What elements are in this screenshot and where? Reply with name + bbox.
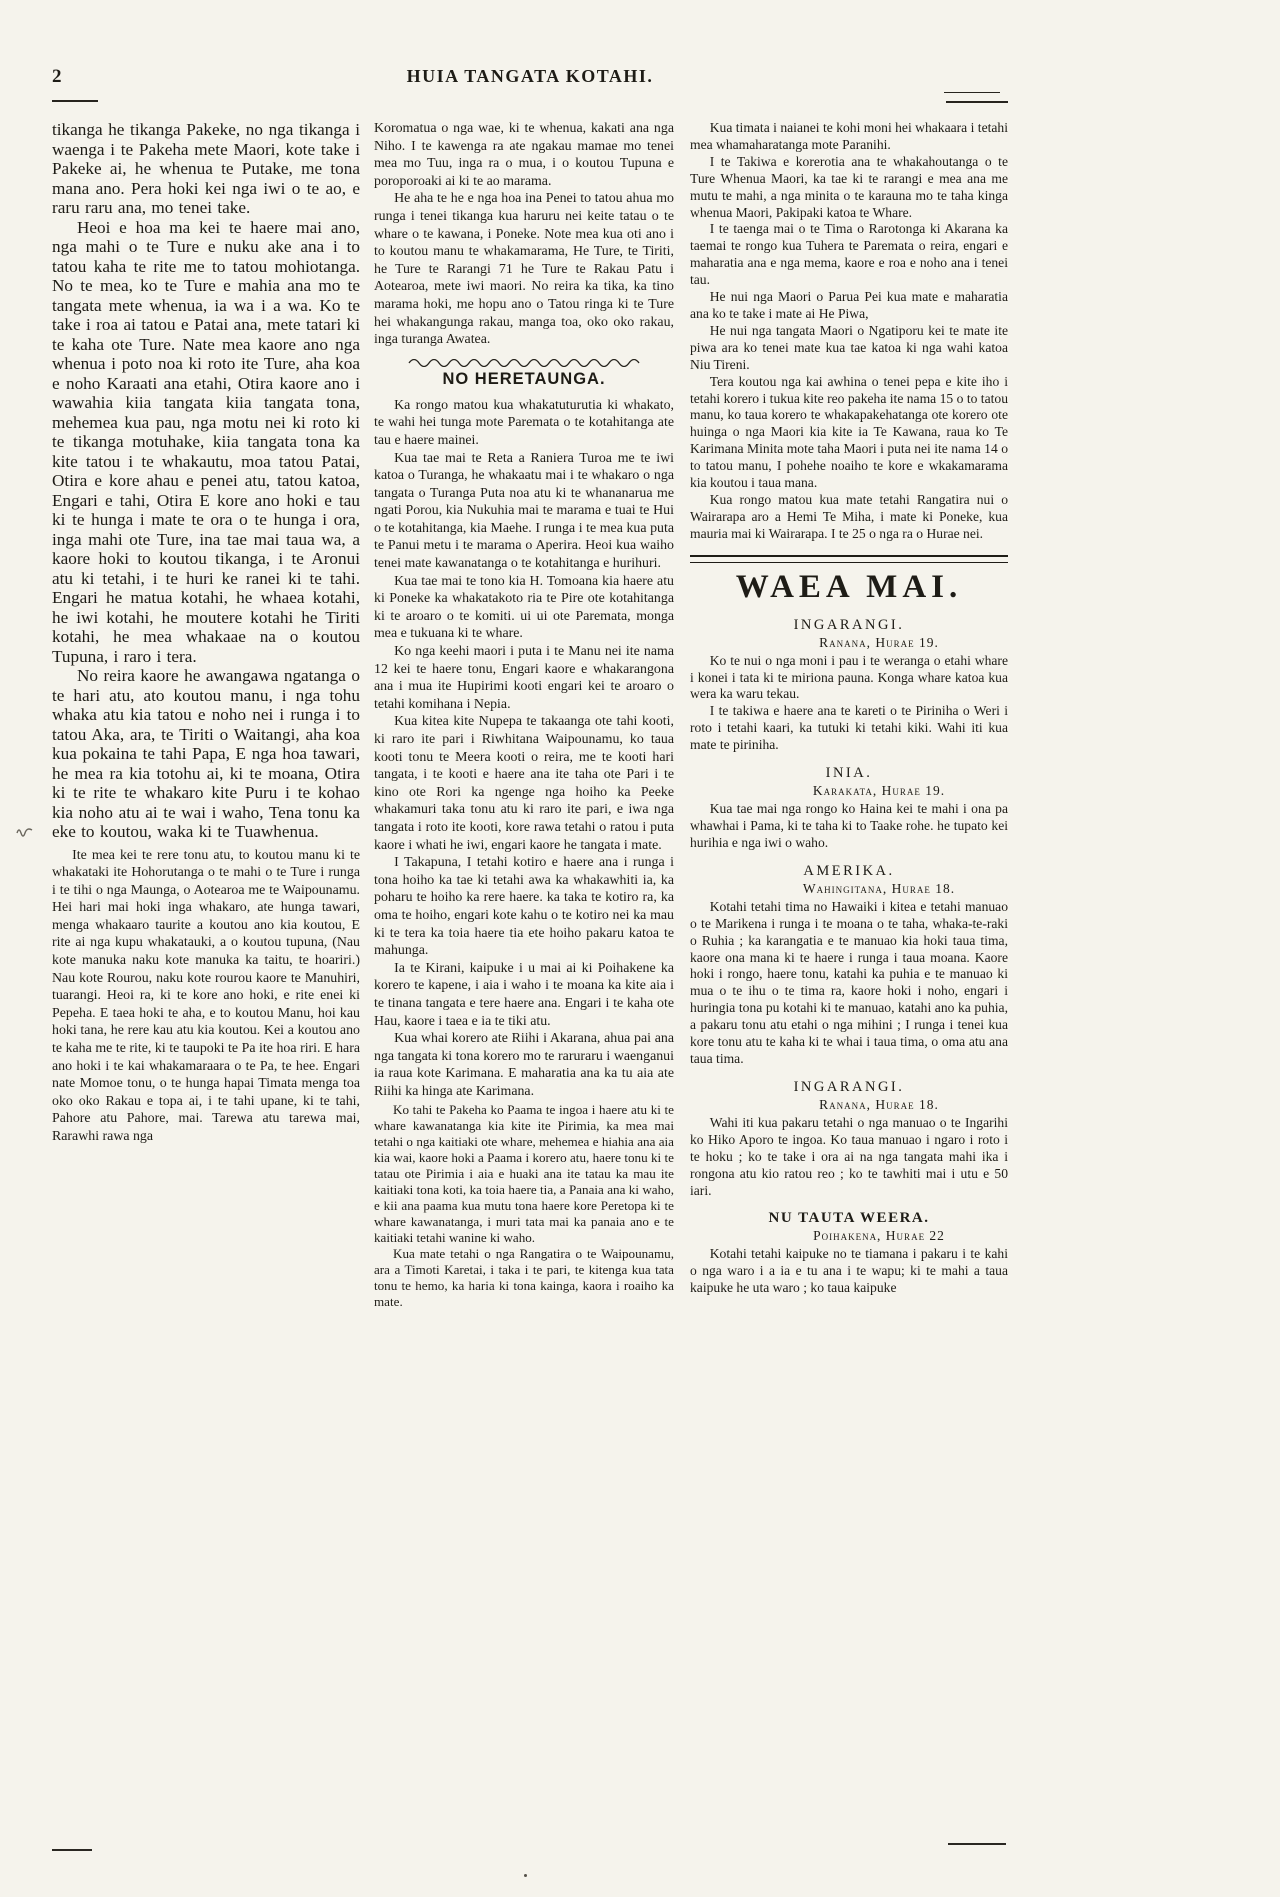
wire-section-nu-tauta-weera <box>690 1210 1008 1297</box>
double-rule <box>690 555 1008 563</box>
column-left <box>52 120 360 1146</box>
dateline: Karakata, Hurae 19. <box>812 783 946 799</box>
bottom-rule-right <box>948 1843 1006 1845</box>
article-heading-heretaunga: NO HERETAUNGA. <box>442 369 606 388</box>
section-body <box>690 1246 1008 1297</box>
paragraph: Kotahi tetahi kaipuke no te tiamana i pakaru i te kahi o nga waro i a ia e tu ana i te wapu; ki te mahi a taua kaipuke he uta waro ; ko taua kaipuke <box>690 1246 1008 1296</box>
paragraph: Kua tae mai te tono kia H. Tomoana kia haere atu ki Poneke ka whakatakoto ria te Pire ote kotahitanga ki te aroaro o te komiti. ui ui ote Paremata, monga mea e tukuana ki te whare. <box>374 573 674 642</box>
paragraph: I Takapuna, I tetahi kotiro e haere ana i runga i tona hoiho ka tae ki tetahi awa ka whakawhiti ia, ka poharu te hoiho ka rere haere. ka taka te kotiro ra, ka oma te hoiho, engari kote kahu o te kotiro nei ka mau ki te tera ka toia haere tia ete hoiho pakaru katoa te mahunga. <box>374 855 674 959</box>
wavy-rule <box>408 359 640 367</box>
dateline: Ranana, Hurae 19. <box>819 634 939 650</box>
col3-body-top <box>690 120 1008 543</box>
wire-section-inia <box>690 765 1008 852</box>
column-right <box>690 120 1008 1297</box>
wire-section-ingarangi-1 <box>690 617 1008 754</box>
paragraph: He nui nga Maori o Parua Pei kua mate e maharatia ana ko te take i mate ai He Piwa, <box>690 289 1008 321</box>
section-heading: NU TAUTA WEERA. <box>768 1210 930 1227</box>
paragraph: Ko nga keehi maori i puta i te Manu nei ite nama 12 kei te haere tonu, Engari kaore e whakarangona ana i mua ite Hupirimi kooti engari kei te aroaro o tetahi komihana i Nepia. <box>374 644 674 712</box>
paragraph: Tera koutou nga kai awhina o tenei pepa e kite iho i tetahi korero i tukua kite reo pakeha ite nama 15 o to tatou manu, ko taua korero te whakapakehatanga ote korero ote huinga o nga Maori kia kite ia Te Kawana, raua ko Te Karimana Minita mote taha Maori i puta nei ite nama 14 o to tatou manu, I pohehe noaiho te kore e wkakamarama kia koutou i taua mana. <box>690 373 1008 491</box>
dateline: Wahingitana, Hurae 18. <box>802 880 956 896</box>
paragraph: I te taenga mai o te Tima o Rarotonga ki Akarana ka taemai te rongo kua Tuhera te Paremata o reira, engari e maharatia ana e nga mema, kaore e roa e noho ana i tenei tau. <box>690 221 1008 288</box>
section-body <box>690 899 1008 1068</box>
paragraph: He nui nga tangata Maori o Ngatiporu kei te mate ite piwa ara ko tenei mate kua tae katoa ki nga wahi katoa Niu Tireni. <box>690 322 1008 372</box>
section-body <box>690 801 1008 852</box>
paragraph: Ia te Kirani, kaipuke i u mai ai ki Poihakene ka korero te kapene, i aia i waho i te moana ka kite aia i te tinana tangata e tere haere ana. Engari i te kaha ote Hau, kaore i taea e ia te tiki atu. <box>374 960 674 1029</box>
col1-body-small <box>52 847 360 1146</box>
section-body <box>690 1115 1008 1200</box>
section-heading: INGARANGI. <box>793 616 905 633</box>
dateline: Poihakena, Hurae 22 <box>813 1228 945 1244</box>
paragraph: Ite mea kei te rere tonu atu, to koutou manu ki te whakataki ite Hohorutanga o te mahi o te Ture i runga i te tihi o nga Maunga, o Aotearoa me te Waipounamu. Hei hari mai hoki inga whakaro, ate hunga tawari, menga whakaaro taurite a koutou ano kia koutou, E rite ai nga kupu whakatauki, a o koutou tupuna, (Nau kote manuka naku kote manuka ka taitu, te hoariri.) Nau kote Rourou, naku kote rourou kaore te Manuhiri, tuarangi. Heoi ra, ki te kore ano hoki, e rite enei ki Pepeha. E taea hoki te aha, e to koutou Manu, hoi kau hoki tana, he rere kau atu kia koutou. Kei a koutou ano te kaha me te rite, ki te taupoki te Pa ite hoa riri. E hara ano hoki i te kai whakamaraara o te Pa, te hee. Engari nate Momoe tonu, o te hunga hapai Timata menga toa oko oko Rakau e topa ai, i te tahi upane, ki te tahi, Pahore atu Pahore, mai. Tarewa atu tarewa mai, Rarawhi rawa nga <box>52 847 360 1144</box>
paragraph: tikanga he tikanga Pakeke, no nga tikanga i waenga i te Pakeha mete Maori, kote take i Pakeke ai, he whenua te Putake, me tona mana ano. Pera hoki kei nga iwi o te ao, e raru raru ana, mo tenei take. <box>52 120 360 217</box>
columns <box>52 120 1008 1310</box>
paragraph: Kua mate tetahi o nga Rangatira o te Waipounamu, ara a Timoti Karetai, i taka i te pari, te kitenga kua tata tonu te hemo, ka haria ki tona kainga, kaora i roaiho ka mate. <box>374 1246 674 1310</box>
paragraph: No reira kaore he awangawa ngatanga o te hari atu, ato koutou manu, i nga tohu whaka atu kia tatou e noho nei i runga i to tatou Aka, ara, te Tiriti o Waitangi, aha koa kua pokaina te tahi Papa, E nga hoa tawari, he mea ra kia totohu ai, ki te moana, Otira ki te rite te whakaro kite Puru i te kohao kia noho atu ai te wai i waho, Tena tonu ka eke to koutou, waka ki te Tuawhenua. <box>52 666 360 841</box>
masthead-title: HUIA TANGATA KOTAHI. <box>406 66 654 86</box>
paragraph: Wahi iti kua pakaru tetahi o nga manuao o te Ingarihi ko Hiko Aporo te ingoa. Ko taua manuao i ngaro i roto i te hoku ; ko te take i ora ai na nga tangata mahi ika i rongona atu kio ratou reo ; ko te tawhiti mai i utu e 50 iari. <box>690 1114 1008 1198</box>
col2-body-top <box>374 120 674 349</box>
page-header <box>52 0 1008 112</box>
paragraph: Kua tae mai te Reta a Raniera Turoa me te iwi katoa o Turanga, he whakaatu mai i te whakaro o nga tangata o Turanga Puta noa atu ki te whananarua me ngati Porou, kia Nukuhia mai te marama e tuai te Hui o te kotahitanga, kia Maehe. I runga i te mea kua puta te Panui metu i te marama o Aperira. Heoi kua waiho tenei mate kawanatanga o te kotahitanga e hurihuri. <box>374 450 674 572</box>
page-number: 2 <box>52 66 62 87</box>
newspaper-page <box>52 0 1008 1310</box>
wire-section-amerika <box>690 863 1008 1068</box>
header-rule-left <box>52 100 98 102</box>
paragraph: Kua kitea kite Nupepa te takaanga ote tahi kooti, ki raro ite pari i Riwhitana Waipounamu, ko taua kooti tonu te Meera kooti o reira, me te kooti hari tangata, i te kooti e haere ana ite taha ote Pari i te kino ote Rori ka ngenge nga hoiho ka Peeke whakamuri taka tonu atu ki raro ite pari, e iwa nga tangata i roto ite kooti, kore rawa tetahi o ratou i puta kaore i whati he iwi, engari kaore he tangata i mate. <box>374 714 674 853</box>
paragraph: Heoi e hoa ma kei te haere mai ano, nga mahi o te Ture e nuku ake ana i to tatou kaha te rite me to tatou mohiotanga. No te mea, ko te Ture e mahia ana mo te tangata mete whenua, ia wa i a wa. Ko te take i roa ai tatou e Patai ana, mete tatari ki te kaha ote Ture. Nate mea kaore ano nga whenua i poto noa ki roto ite Ture, aha koa e noho Karaati ana etahi, Otira kaore ano i wawahia kiia tangata kiia tangata tona, mehemea kua pau, nga motu nei ki roto ki te tikanga motuhake, kiia tangata tona ka kite tatou i te whakautu, moa tatou Patai, Otira e kore ahau e penei atu, tatou katoa, Engari e tahi, Otira E kore ano hoki e tau ki te hunga i mate te ora o te hunga i ora, inga mahi ote Ture, ina tae mai taua wa, a kaore hoki to koutou tikanga, i te Aronui atu ki tetahi, i te huri ke ranei ki te tahi. Engari he matua kotahi, he whaea kotahi, he iwi kotahi, he moutere kotahi he Tiriti kotahi, he mea whakaae na o koutou Tupuna, i raro i tera. <box>52 217 360 666</box>
paragraph: Kua tae mai nga rongo ko Haina kei te mahi i ona pa whawhai i Pama, ki te taha ki to Taake rohe. he tupato kei hurihia e nga iwi o waho. <box>690 801 1008 850</box>
bottom-rule-left <box>52 1849 92 1851</box>
header-rule-right-thick <box>946 101 1008 103</box>
column-center <box>374 120 674 1310</box>
header-rule-right-thin <box>944 92 1000 93</box>
col1-body <box>52 120 360 842</box>
wire-section-ingarangi-2 <box>690 1079 1008 1200</box>
waea-mai-heading: WAEA MAI. <box>735 568 963 605</box>
paragraph: I te Takiwa e korerotia ana te whakahoutanga o te Ture Whenua Maori, ka tae ki te rarangi e mea ana me mutu te mahi, a nga minita o te karauna mo te taha kinga whenua Maori, Pakipaki katoa te Whare. <box>690 153 1008 220</box>
col2-body-fine <box>374 1102 674 1310</box>
bottom-dot <box>524 1874 527 1877</box>
section-heading: INIA. <box>825 765 873 782</box>
section-heading: INGARANGI. <box>793 1078 905 1095</box>
paragraph: He aha te he e nga hoa ina Penei to tatou ahua mo runga i tenei tikanga kua haruru nei keite tatau o te whare o te kawana, i Poneke. Note mea kua oti ano i to koutou manu te whakamarama, He Ture, te Tiriti, he Ture te Rarangi 71 he Ture te Rakau Patu i Aotearoa, mete iwi maori. No reira ka tika, ka tino marama hoki, me hopu ano o Tatou ringa ki te Ture hei whakangunga rakau, manga toa, oko oko rakau, inga turanga Awatea. <box>374 191 674 348</box>
paragraph: Kua rongo matou kua mate tetahi Rangatira nui o Wairarapa aro a Hemi Te Miha, i mate ki Poneke, kua mauria mai ki Wairarapa. I te 25 o nga ra o Hurae nei. <box>690 491 1008 541</box>
paragraph: Ka rongo matou kua whakatuturutia ki whakato, te wahi hei tunga mote Paremata o te kotahitanga ate tau e haere mainei. <box>374 397 674 448</box>
paragraph: Ko tahi te Pakeha ko Paama te ingoa i haere atu ki te whare kawanatanga kia kite ite Pirimia, ka mea mai tetahi o nga kaitiaki ote whare, mehemea e hiahia ana aia kia wai, kaore hoki a Paama i korero atu, haere tonu ki te tatau ote Pirimia i aia e huaki ana ite tatau ka mau ite kaitiaki tona koti, ka toia haere tia, a Panaia ana ki waho, e kii ana paama kua mutu tona haere kore Peretopa ki te whare kawanatanga, i muri tata mai ka panaia ano e te kaitiaki tetahi wanine ki waho. <box>374 1102 674 1246</box>
section-heading: AMERIKA. <box>803 862 895 879</box>
col2-body <box>374 397 674 1101</box>
section-body <box>690 653 1008 754</box>
paragraph: Ko te nui o nga moni i pau i te weranga o etahi whare i konei i tata ki te miriona pauna. Konga whare katoa kua wera ka waru tekau. <box>690 652 1008 702</box>
paragraph: I te takiwa e haere ana te kareti o te Piriniha o Weri i roto i tetahi kaari, ka tutuki ki tetahi kiki. Wahi iti kua mate te piriniha. <box>690 703 1008 753</box>
paragraph: Kua timata i naianei te kohi moni hei whakaara i tetahi mea whamaharatanga mote Paranihi. <box>690 120 1008 152</box>
heretaunga-heading-block <box>374 359 674 389</box>
paragraph: Koromatua o nga wae, ki te whenua, kakati ana nga Niho. I te kawenga ra ate ngakau mamae mo tenei mea mo Tuu, inga ra o mua, i o koutou Tupuna e poroporoaki ai ki te ao marama. <box>374 121 674 189</box>
dateline: Ranana, Hurae 18. <box>819 1096 939 1112</box>
paragraph: Kua whai korero ate Riihi i Akarana, ahua pai ana nga tangata ki tona korero mo te raruraru i waenganui ia raua kote Karimana. E maharatia ana ka tu aia ate Riihi ka hinga ate Karimana. <box>374 1031 674 1099</box>
margin-pen-mark <box>16 824 34 842</box>
paragraph: Kotahi tetahi tima no Hawaiki i kitea e tetahi manuao o te Marikena i runga i te moana o te taha, whaka-te-raki o Ruhia ; ka karangatia e te manuao kia hoki taua tima, kaore ona mana ki te haere i runga i taua moana. Kaore hoki i rongo, haere tonu, katahi ka puhia e te manuao ki mua o te ihu o te tima ra, kaore hoki i noho, engari i huringia tona pu kotahi ki te manuao, katahi ano ka puhia, a pakaru tonu atu etahi o nga mihini ; I runga i tenei kua kore tonu atu te kaha ki te whai i taua tima, o oma atu ana taua tima. <box>690 898 1008 1066</box>
